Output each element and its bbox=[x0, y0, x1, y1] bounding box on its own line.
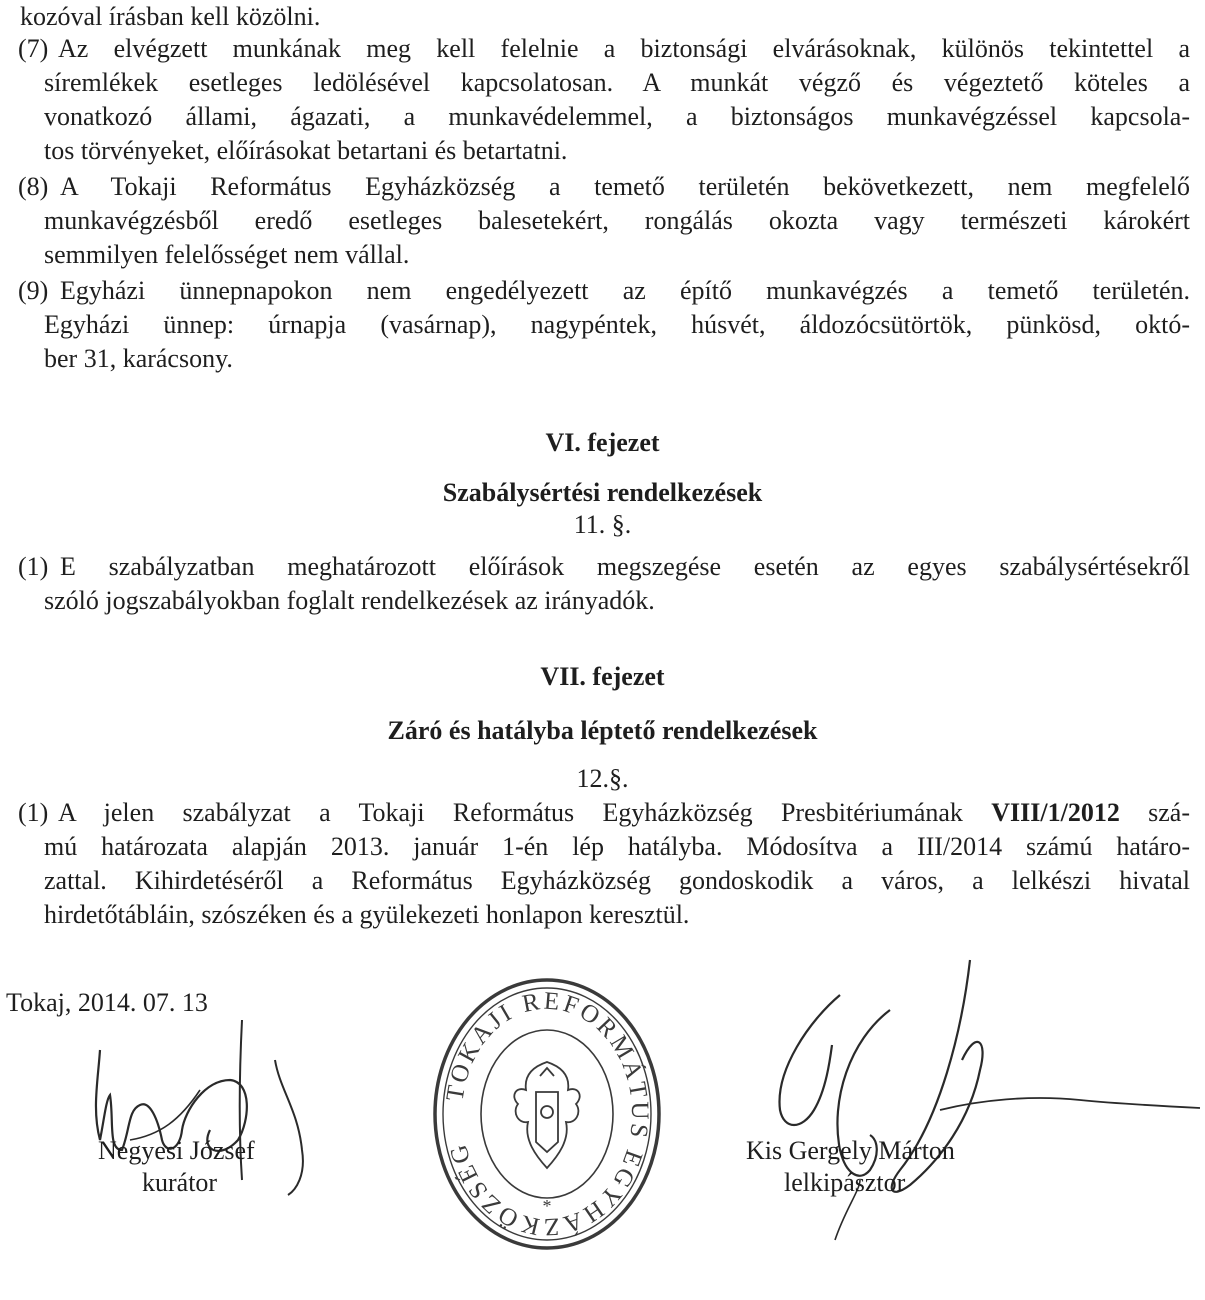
paragraph-number: (8) bbox=[18, 172, 49, 201]
chapter-subtitle: Záró és hatályba léptető rendelkezések bbox=[387, 716, 818, 745]
svg-text:*: * bbox=[542, 1196, 552, 1216]
resolution-number: VIII/1/2012 bbox=[991, 798, 1120, 827]
chapter-title: VI. fejezet bbox=[545, 428, 660, 457]
text-line: síremlékek esetleges ledölésével kapcsolatosan. A munkát végző és végeztető köteles a bbox=[44, 68, 1190, 97]
signatory-role-right: lelkipásztor bbox=[784, 1168, 906, 1197]
paragraph-number: (7) bbox=[18, 34, 49, 63]
text-line: szóló jogszabályokban foglalt rendelkezések az irányadók. bbox=[44, 586, 655, 615]
signatory-name-left: Negyesi József bbox=[98, 1136, 255, 1165]
chapter-title: VII. fejezet bbox=[540, 662, 665, 691]
stamp-text: TOKAJI REFORMÁTUS EGYHÁZKÖZSÉG bbox=[441, 987, 654, 1241]
text-line: A jelen szabályzat a Tokaji Református Egyházközség Presbitériumának VIII/1/2012 szá- bbox=[58, 798, 1191, 827]
text-line: hirdetőtábláin, szószéken és a gyülekezeti honlapon keresztül. bbox=[44, 900, 690, 929]
handwritten-signature-right bbox=[740, 950, 1205, 1250]
section-number: 11. §. bbox=[573, 510, 632, 539]
official-stamp bbox=[428, 972, 666, 1257]
place-date: Tokaj, 2014. 07. 13 bbox=[6, 988, 208, 1017]
text-line: tos törvényeket, előírásokat betartani és betartatni. bbox=[44, 136, 568, 165]
signatory-role-left: kurátor bbox=[142, 1168, 218, 1197]
section-number: 12.§. bbox=[576, 764, 629, 793]
text-line: mú határozata alapján 2013. január 1-én lép hatályba. Módosítva a III/2014 számú határo- bbox=[44, 832, 1190, 861]
text-line: semmilyen felelősséget nem vállal. bbox=[44, 240, 410, 269]
chapter-subtitle: Szabálysértési rendelkezések bbox=[442, 478, 763, 507]
text-line: A Tokaji Református Egyházközség a temető területén bekövetkezett, nem megfelelő bbox=[60, 172, 1190, 201]
text-line: Egyházi ünnepnapokon nem engedélyezett az építő munkavégzés a temető területén. bbox=[60, 276, 1190, 305]
text-line: kozóval írásban kell közölni. bbox=[20, 2, 321, 31]
text-line: vonatkozó állami, ágazati, a munkavédelemmel, a biztonságos munkavégzéssel kapcsola- bbox=[44, 102, 1190, 131]
text-line: E szabályzatban meghatározott előírások megszegése esetén az egyes szabálysértésekről bbox=[60, 552, 1190, 581]
text-line: zattal. Kihirdetéséről a Református Egyházközség gondoskodik a város, a lelkészi hivatal bbox=[44, 866, 1190, 895]
signatory-name-right: Kis Gergely Márton bbox=[746, 1136, 955, 1165]
text-line: Egyházi ünnep: úrnapja (vasárnap), nagypéntek, húsvét, áldozócsütörtök, pünkösd, októ- bbox=[44, 310, 1190, 339]
paragraph-number: (1) bbox=[18, 552, 49, 581]
text-line: Az elvégzett munkának meg kell felelnie a biztonsági elvárásoknak, különös tekintettel a bbox=[58, 34, 1190, 63]
text-line: munkavégzésből eredő esetleges balesetekért, rongálás okozta vagy természeti károkért bbox=[44, 206, 1190, 235]
crest-icon bbox=[514, 1062, 579, 1168]
paragraph-number: (9) bbox=[18, 276, 49, 305]
text-line: ber 31, karácsony. bbox=[44, 344, 233, 373]
paragraph-number: (1) bbox=[18, 798, 49, 827]
